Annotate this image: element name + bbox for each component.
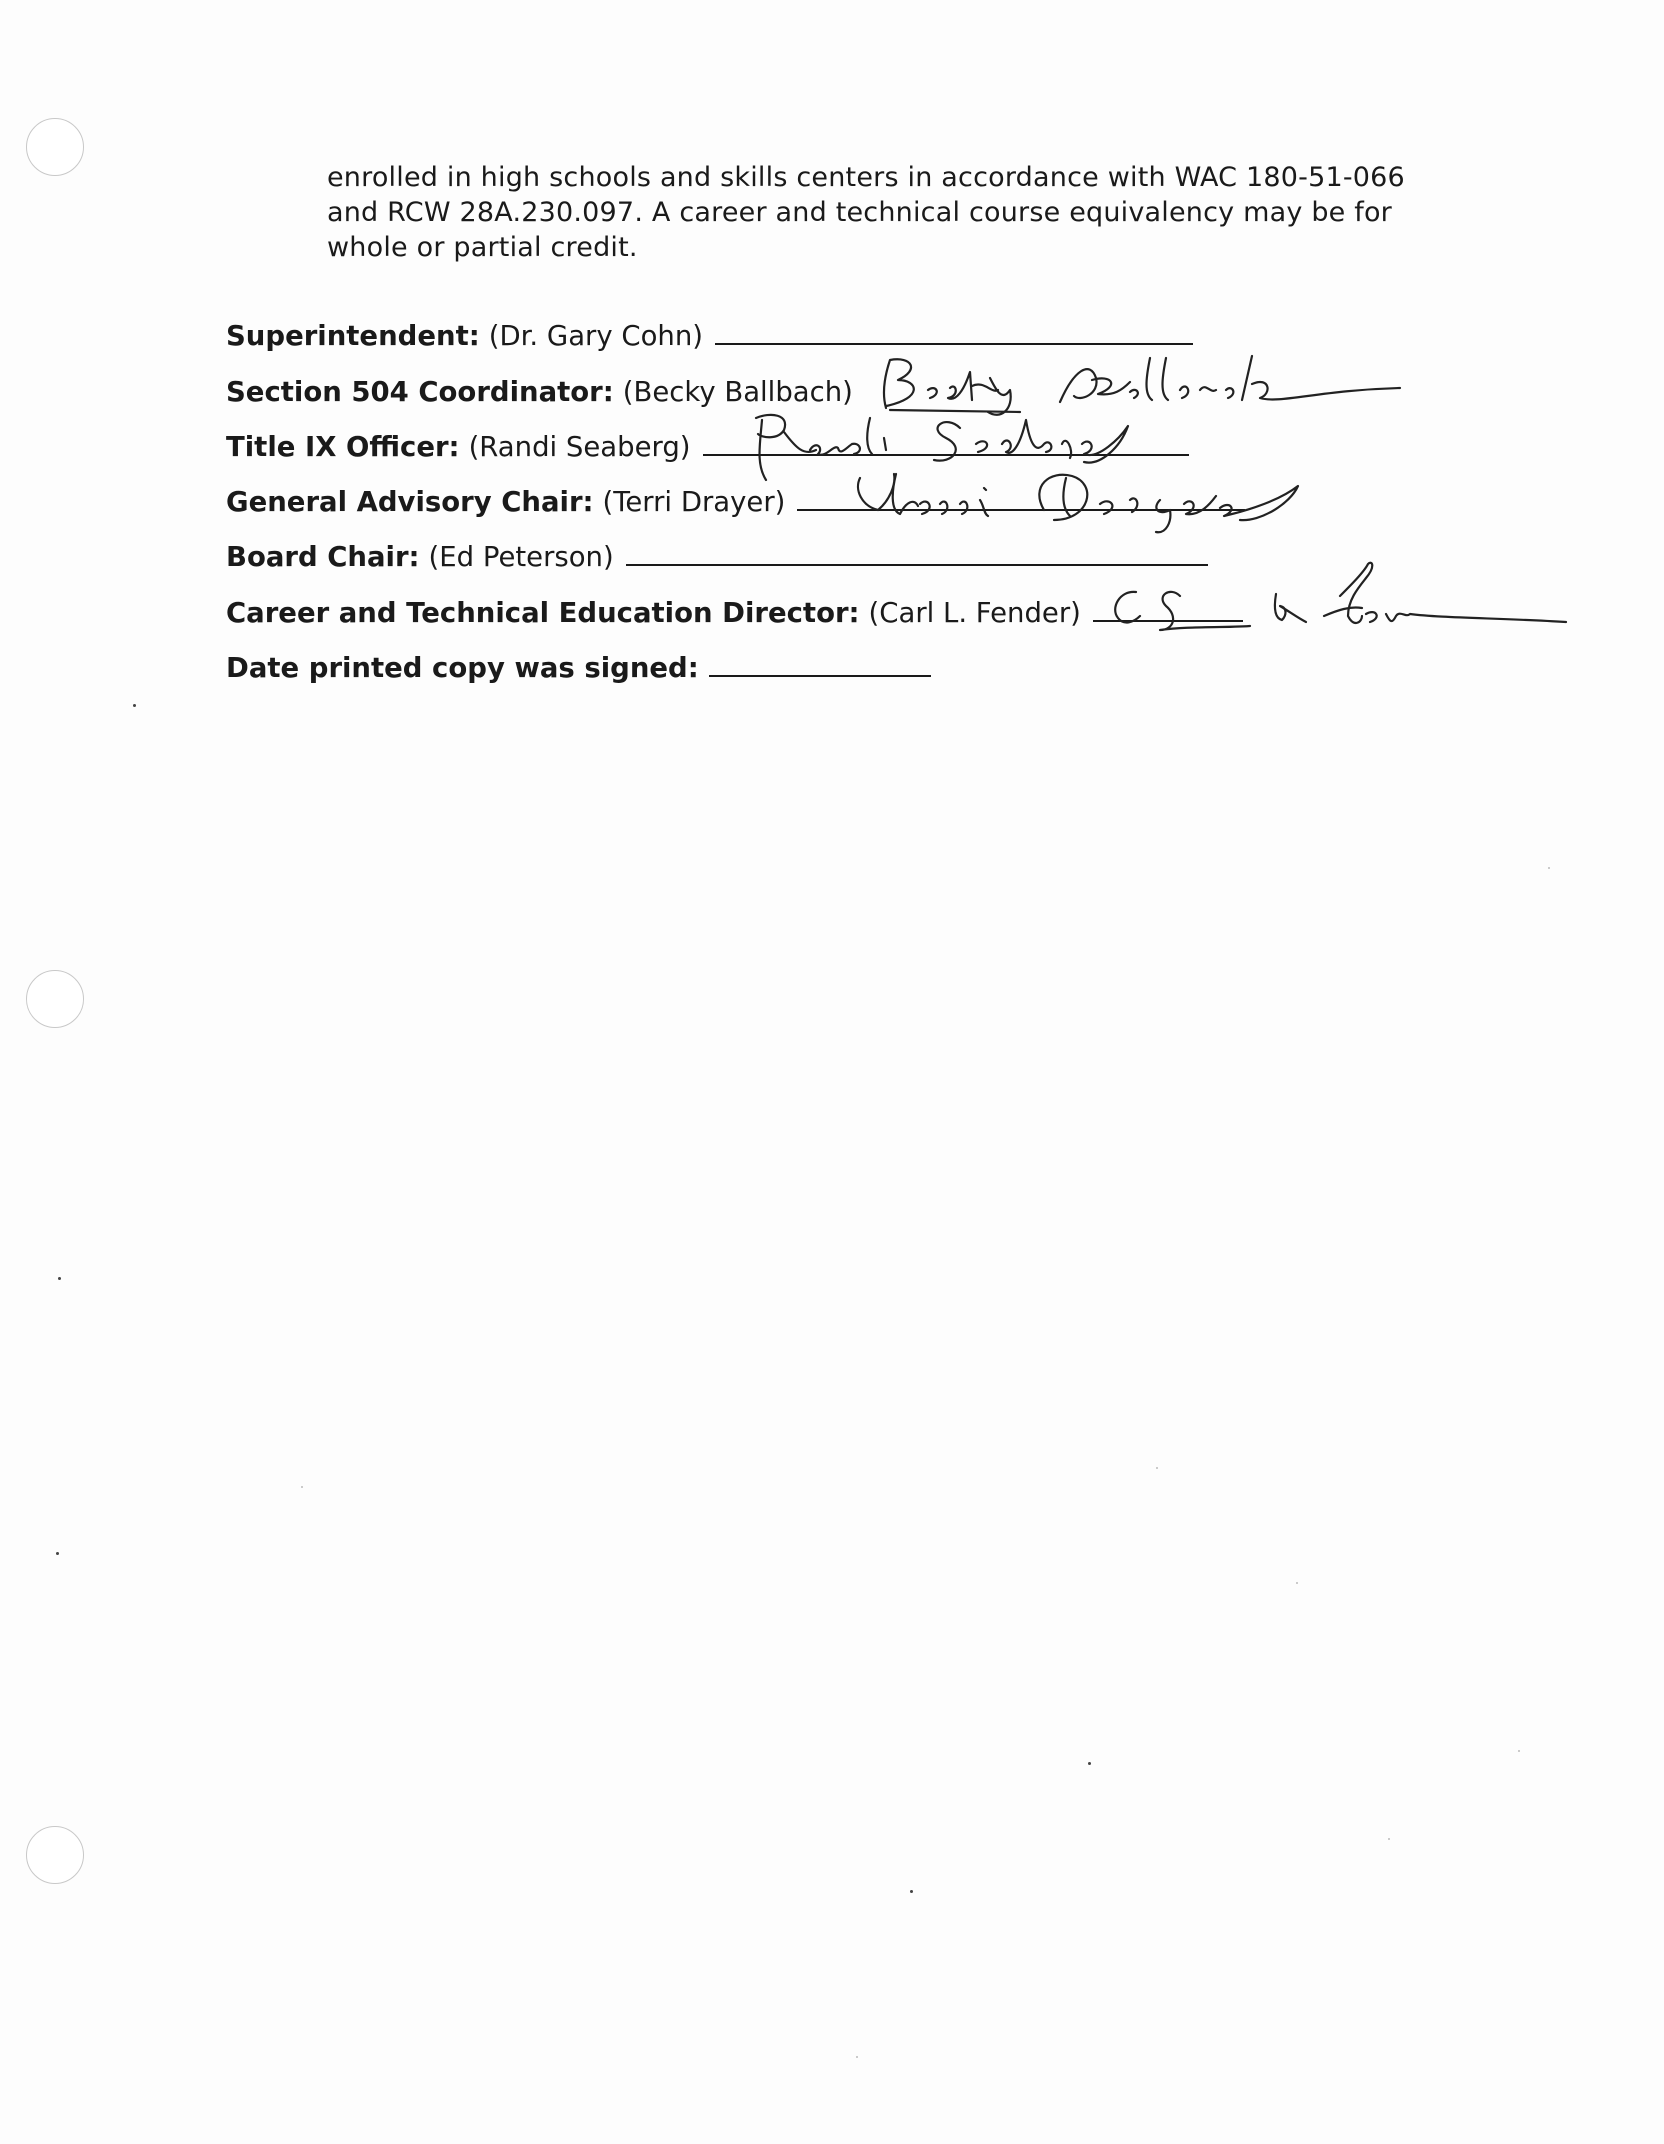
signer-name: (Becky Ballbach) xyxy=(622,376,853,408)
date-signed-blank xyxy=(709,671,931,677)
role-label: Section 504 Coordinator: xyxy=(226,376,614,408)
scan-speck xyxy=(56,1552,59,1555)
scan-speck xyxy=(301,1486,303,1488)
scan-speck xyxy=(1296,1582,1298,1584)
signer-name: (Ed Peterson) xyxy=(428,541,614,573)
scan-speck xyxy=(1088,1762,1091,1765)
signature-carl-l-fender xyxy=(1100,556,1570,646)
scan-speck xyxy=(133,704,136,707)
punch-hole-top xyxy=(26,118,84,176)
signature-line-cte-director xyxy=(226,597,1243,629)
scan-speck xyxy=(910,1890,913,1893)
intro-paragraph: enrolled in high schools and skills centers in accordance with WAC 180-51-066 and RCW 28A.230.097. A career and technical course equivalency may be for whole or partial credit. xyxy=(327,162,1405,263)
signer-name: (Carl L. Fender) xyxy=(868,597,1081,629)
signer-name: (Terri Drayer) xyxy=(602,486,786,518)
role-label: Title IX Officer: xyxy=(226,431,460,463)
punch-hole-bottom xyxy=(26,1826,84,1884)
signature-line-board-chair xyxy=(226,541,1208,573)
role-label: Career and Technical Education Director: xyxy=(226,597,860,629)
role-label: Board Chair: xyxy=(226,541,420,573)
signature-terri-drayer xyxy=(840,460,1320,540)
signature-line-superintendent xyxy=(226,320,1193,352)
scan-speck xyxy=(1388,1838,1390,1840)
date-signed-label: Date printed copy was signed: xyxy=(226,652,699,684)
scan-speck xyxy=(1548,867,1550,869)
date-signed-line xyxy=(226,652,931,684)
scan-speck xyxy=(1156,1467,1158,1469)
signature-blank xyxy=(715,339,1193,345)
scan-speck xyxy=(856,2056,858,2058)
scan-speck xyxy=(58,1277,61,1280)
signer-name: (Randi Seaberg) xyxy=(468,431,691,463)
scan-speck xyxy=(1518,1750,1520,1752)
signer-name: (Dr. Gary Cohn) xyxy=(488,320,703,352)
role-label: Superintendent: xyxy=(226,320,480,352)
role-label: General Advisory Chair: xyxy=(226,486,594,518)
punch-hole-middle xyxy=(26,970,84,1028)
